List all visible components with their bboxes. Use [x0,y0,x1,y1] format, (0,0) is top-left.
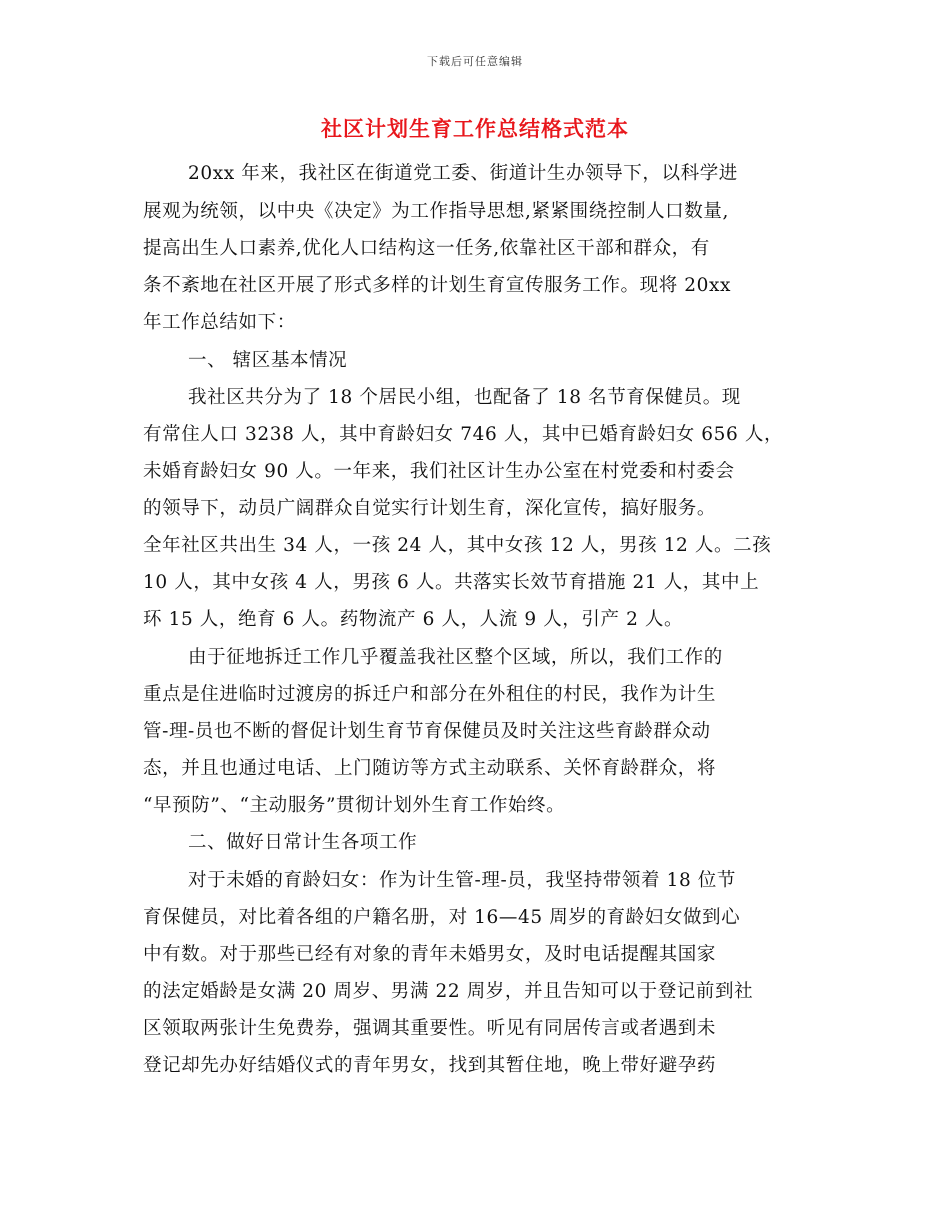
section-heading: 一、 辖区基本情况 [188,350,348,371]
paragraph-line: 区领取两张计生免费券，强调其重要性。听见有同居传言或者遇到未 [143,1018,717,1039]
paragraph-line: 10 人，其中女孩 4 人，男孩 6 人。共落实长效节育措施 21 人，其中上 [143,572,760,593]
paragraph-line: 重点是住进临时过渡房的拆迁户和部分在外租住的村民，我作为计生 [143,684,717,705]
section-heading: 二、做好日常计生各项工作 [188,832,418,853]
paragraph-line: 年工作总结如下： [143,312,296,333]
paragraph-line: 态，并且也通过电话、上门随访等方式主动联系、关怀育龄群众，将 [143,758,717,779]
paragraph-line: 20xx 年来，我社区在街道党工委、街道计生办领导下，以科学进 [188,163,738,184]
paragraph-line: 有常住人口 3238 人，其中育龄妇女 746 人，其中已婚育龄妇女 656 人， [143,424,784,445]
document-title: 社区计划生育工作总结格式范本 [321,116,629,141]
paragraph-line: “早预防”、“主动服务”贯彻计划外生育工作始终。 [143,795,566,816]
paragraph-line: 展观为统领，以中央《决定》为工作指导思想,紧紧围绕控制人口数量, [143,201,729,222]
paragraph-line: 由于征地拆迁工作几乎覆盖我社区整个区域，所以，我们工作的 [188,647,723,668]
paragraph-line: 登记却先办好结婚仪式的青年男女，找到其暂住地，晚上带好避孕药 [143,1055,717,1076]
paragraph-line: 提高出生人口素养,优化人口结构这一任务,依靠社区干部和群众，有 [143,238,710,259]
paragraph-line: 中有数。对于那些已经有对象的青年未婚男女，及时电话提醒其国家 [143,944,717,965]
paragraph-line: 我社区共分为了 18 个居民小组，也配备了 18 名节育保健员。现 [188,387,741,408]
page-header-caption: 下载后可任意编辑 [427,55,523,68]
paragraph-line: 的法定婚龄是女满 20 周岁、男满 22 周岁，并且告知可以于登记前到社 [143,981,754,1002]
paragraph-line: 育保健员，对比着各组的户籍名册，对 16—45 周岁的育龄妇女做到心 [143,907,741,928]
paragraph-line: 全年社区共出生 34 人，一孩 24 人，其中女孩 12 人，男孩 12 人。二孩 [143,535,772,556]
paragraph-line: 未婚育龄妇女 90 人。一年来，我们社区计生办公室在村党委和村委会 [143,461,735,482]
paragraph-line: 的领导下，动员广阔群众自觉实行计划生育，深化宣传，搞好服务。 [143,498,717,519]
paragraph-line: 对于未婚的育龄妇女：作为计生管-理-员，我坚持带领着 18 位节 [188,870,737,891]
paragraph-line: 条不紊地在社区开展了形式多样的计划生育宣传服务工作。现将 20xx [143,275,732,296]
paragraph-line: 环 15 人，绝育 6 人。药物流产 6 人，人流 9 人，引产 2 人。 [143,609,684,630]
paragraph-line: 管-理-员也不断的督促计划生育节育保健员及时关注这些育龄群众动 [143,721,711,742]
